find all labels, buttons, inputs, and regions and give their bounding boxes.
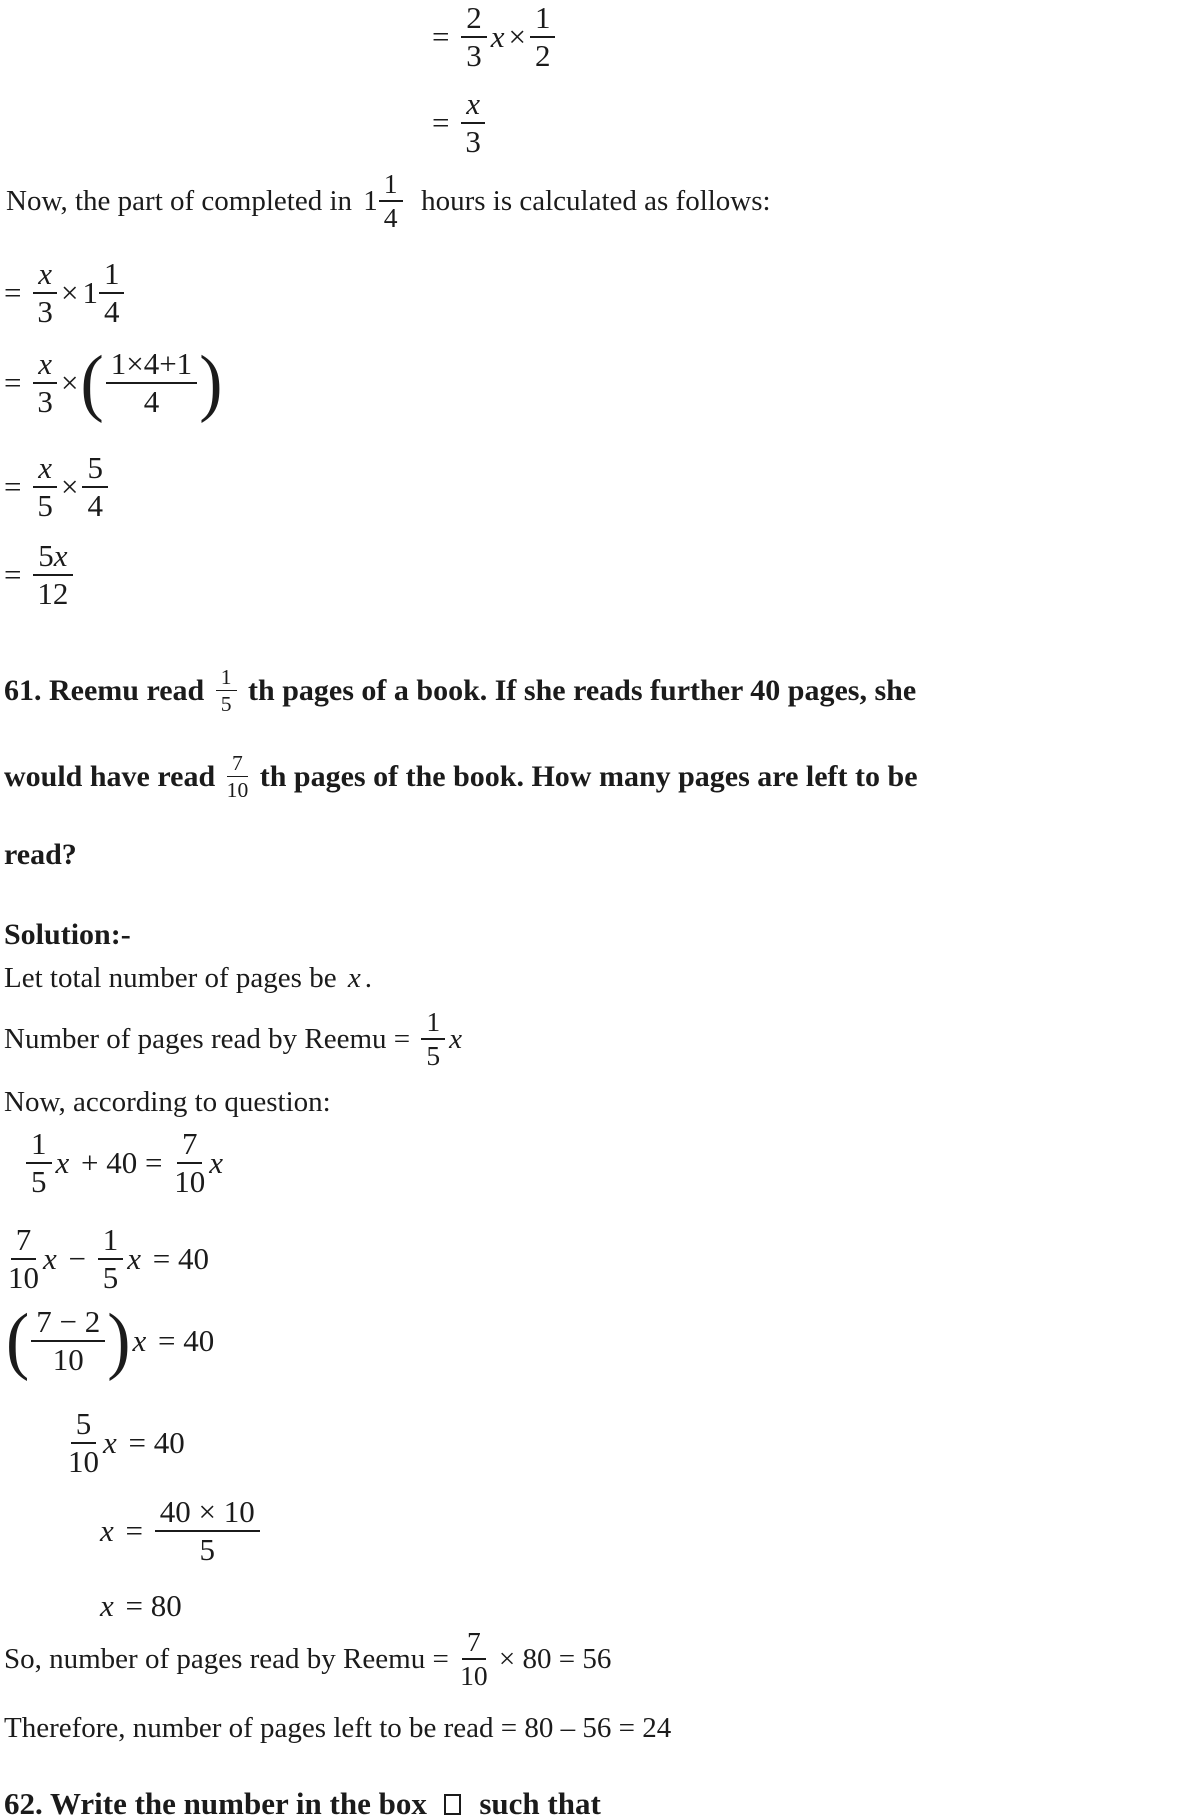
fraction-denominator: 3 bbox=[465, 123, 481, 159]
eq-sol-1 bbox=[24, 1128, 225, 1197]
fraction-numerator: x bbox=[461, 88, 485, 124]
fraction-denominator: 5 bbox=[102, 1259, 119, 1295]
fraction bbox=[227, 752, 249, 801]
text-run: × bbox=[508, 18, 526, 54]
text-run: th pages of the book. How many pages are left to be bbox=[252, 759, 918, 793]
fraction-numerator: 7 bbox=[177, 1128, 203, 1164]
text-run: = bbox=[4, 556, 30, 592]
mixed-number bbox=[363, 170, 402, 232]
text-run: = bbox=[4, 364, 30, 400]
text-run: Let total number of pages be bbox=[4, 962, 344, 994]
fraction-numerator: 7 − 2 bbox=[31, 1306, 105, 1342]
fraction bbox=[68, 1408, 99, 1477]
solution-line-pages-read-result bbox=[2, 1628, 613, 1690]
eq-sol-5 bbox=[98, 1496, 262, 1565]
eq-step-4 bbox=[2, 540, 75, 609]
fraction-denominator: 3 bbox=[37, 293, 53, 329]
fraction bbox=[461, 2, 487, 71]
text-run: Number of pages read by Reemu = bbox=[4, 1022, 418, 1055]
fraction-numerator: 40 × 10 bbox=[155, 1496, 260, 1532]
mixed-whole: 1 bbox=[363, 184, 378, 217]
text-run: th pages of a book. If she reads further 40 pages, she bbox=[240, 673, 917, 707]
question-61-line-2 bbox=[2, 752, 920, 801]
eq-sol-4 bbox=[66, 1408, 187, 1477]
solution-line-pages-left bbox=[2, 1712, 673, 1745]
fraction-denominator: 5 bbox=[199, 1531, 215, 1567]
math-variable: x bbox=[43, 1240, 57, 1276]
text-run: So, number of pages read by Reemu = bbox=[4, 1642, 457, 1675]
fraction-denominator: 5 bbox=[426, 1040, 441, 1072]
text-run: = bbox=[4, 468, 30, 504]
text-run: + 40 = bbox=[73, 1144, 171, 1180]
fraction-numerator: x bbox=[33, 452, 57, 488]
fraction-numerator: x bbox=[33, 348, 57, 384]
fraction bbox=[31, 1306, 105, 1375]
text-run: = 40 bbox=[120, 1424, 185, 1460]
solution-line-total-pages bbox=[2, 962, 374, 995]
fraction-numerator: 1 bbox=[530, 2, 556, 38]
fraction bbox=[155, 1496, 260, 1565]
fraction bbox=[174, 1128, 205, 1197]
fraction bbox=[33, 452, 57, 521]
solution-heading bbox=[2, 918, 133, 952]
fraction-denominator: 3 bbox=[466, 37, 482, 73]
fraction bbox=[8, 1224, 39, 1293]
right-parenthesis: ) bbox=[107, 1298, 131, 1382]
text-run: = 80 bbox=[117, 1588, 182, 1623]
text-run: would have read bbox=[4, 759, 223, 793]
text-run: = bbox=[4, 274, 30, 310]
eq-step-3 bbox=[2, 452, 110, 521]
math-variable: x bbox=[100, 1512, 114, 1548]
math-variable: x bbox=[490, 18, 505, 54]
fraction-numerator: 5x bbox=[33, 540, 72, 576]
question-62-heading bbox=[2, 1786, 603, 1817]
text-run: × bbox=[61, 364, 79, 400]
fraction bbox=[379, 170, 403, 232]
text-run: 61. Reemu read bbox=[4, 673, 212, 707]
fraction-denominator: 4 bbox=[103, 293, 120, 329]
fraction bbox=[82, 452, 108, 521]
fraction-numerator: 1 bbox=[98, 1224, 124, 1260]
fraction-numerator: x bbox=[33, 258, 57, 294]
fraction-numerator: 5 bbox=[82, 452, 108, 488]
eq-sol-3 bbox=[6, 1298, 216, 1382]
text-run: Therefore, number of pages left to be read = 80 – 56 = 24 bbox=[4, 1712, 672, 1744]
fraction bbox=[530, 2, 556, 71]
math-variable: x bbox=[449, 1022, 463, 1055]
text-run: × bbox=[61, 468, 79, 504]
eq-step-1 bbox=[2, 258, 126, 327]
fraction-numerator: 1 bbox=[216, 666, 237, 691]
text-run: Solution:- bbox=[4, 918, 131, 951]
left-parenthesis: ( bbox=[6, 1298, 30, 1382]
fraction-numerator: 1 bbox=[99, 258, 125, 294]
text-run: such that bbox=[471, 1786, 601, 1817]
fraction bbox=[421, 1008, 445, 1070]
left-parenthesis: ( bbox=[80, 340, 104, 424]
math-variable: x bbox=[209, 1144, 223, 1180]
fraction-numerator: 5 bbox=[71, 1408, 97, 1444]
fraction-denominator: 10 bbox=[68, 1443, 99, 1479]
fraction-denominator: 2 bbox=[534, 37, 551, 73]
empty-box-icon bbox=[444, 1794, 461, 1815]
question-61-line-3 bbox=[2, 838, 79, 872]
text-run: × 80 = 56 bbox=[491, 1642, 612, 1675]
math-variable: x bbox=[103, 1424, 117, 1460]
text-run: − bbox=[60, 1240, 94, 1276]
text-run: = bbox=[432, 18, 458, 54]
fraction bbox=[460, 1628, 488, 1690]
fraction-denominator: 5 bbox=[37, 487, 53, 523]
fraction-denominator: 4 bbox=[87, 487, 103, 523]
fraction-denominator: 10 bbox=[460, 1660, 488, 1692]
eq-fraction-product bbox=[430, 2, 557, 71]
fraction-denominator: 5 bbox=[220, 692, 232, 717]
fraction-denominator: 10 bbox=[226, 778, 249, 803]
text-run: hours is calculated as follows: bbox=[406, 184, 771, 217]
text-run: Now, the part of completed in bbox=[6, 184, 360, 217]
fraction bbox=[33, 540, 72, 609]
fraction-numerator: 1 bbox=[421, 1008, 445, 1040]
fraction-numerator: 7 bbox=[462, 1628, 486, 1660]
math-variable: x bbox=[132, 1322, 147, 1358]
text-run: 62. Write the number in the box bbox=[4, 1786, 435, 1817]
fraction bbox=[26, 1128, 52, 1197]
mixed-whole: 1 bbox=[82, 274, 98, 310]
fraction-numerator: 7 bbox=[11, 1224, 37, 1260]
fraction bbox=[33, 258, 57, 327]
fraction bbox=[461, 88, 485, 157]
fraction bbox=[98, 1224, 124, 1293]
fraction-numerator: 1 bbox=[26, 1128, 52, 1164]
fraction-denominator: 3 bbox=[37, 383, 53, 419]
text-run: = bbox=[117, 1512, 151, 1548]
math-variable: x bbox=[55, 1144, 70, 1180]
question-61-line-1 bbox=[2, 666, 918, 715]
fraction bbox=[99, 258, 125, 327]
fraction-numerator: 1×4+1 bbox=[106, 348, 197, 384]
text-run: . bbox=[364, 962, 372, 994]
text-run: = 40 bbox=[150, 1322, 215, 1358]
fraction-denominator: 10 bbox=[174, 1163, 206, 1199]
math-variable: x bbox=[100, 1588, 114, 1623]
text-run: = 40 bbox=[145, 1240, 209, 1276]
eq-step-2 bbox=[2, 340, 223, 424]
math-variable: x bbox=[347, 962, 361, 994]
solution-line-according bbox=[2, 1086, 333, 1119]
solution-line-pages-read bbox=[2, 1008, 464, 1070]
text-run: = bbox=[432, 104, 458, 140]
para-part-completed bbox=[4, 170, 773, 232]
fraction bbox=[33, 348, 57, 417]
fraction-denominator: 10 bbox=[52, 1341, 84, 1377]
fraction-numerator: 2 bbox=[461, 2, 487, 38]
text-run: × bbox=[61, 274, 79, 310]
text-run: read? bbox=[4, 838, 77, 871]
fraction-numerator: 7 bbox=[227, 752, 248, 777]
fraction-numerator: 1 bbox=[379, 170, 403, 202]
math-variable: x bbox=[127, 1240, 142, 1276]
mixed-number bbox=[82, 258, 124, 327]
eq-sol-2 bbox=[6, 1224, 211, 1293]
fraction-denominator: 5 bbox=[31, 1163, 47, 1199]
text-run: Now, according to question: bbox=[4, 1086, 331, 1118]
fraction-denominator: 12 bbox=[37, 575, 69, 611]
fraction-denominator: 4 bbox=[143, 383, 160, 419]
right-parenthesis: ) bbox=[199, 340, 223, 424]
fraction bbox=[106, 348, 197, 417]
fraction-denominator: 4 bbox=[383, 202, 398, 234]
fraction-denominator: 10 bbox=[8, 1259, 39, 1295]
eq-x-over-3 bbox=[430, 88, 487, 157]
eq-sol-6 bbox=[98, 1588, 184, 1624]
fraction bbox=[216, 666, 237, 715]
